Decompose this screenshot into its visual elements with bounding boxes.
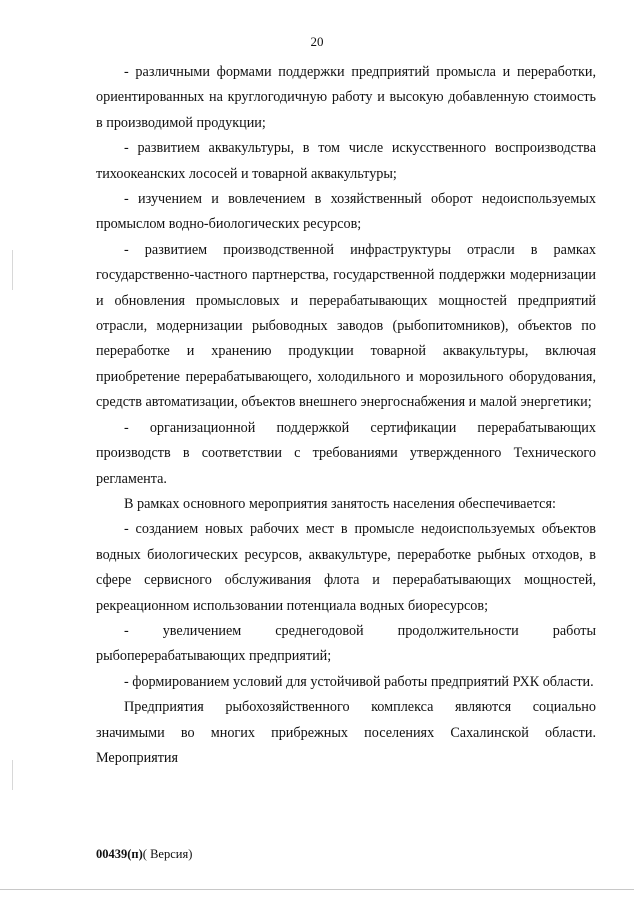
paragraph-employment-intro: В рамках основного мероприятия занятость населения обеспечивается: xyxy=(124,495,556,512)
paragraph-social-significance: Предприятия рыбохозяйственного комплекса являются социально значимыми во многих прибрежных поселениях Сахалинской области. Мероприятия xyxy=(96,699,596,766)
scan-edge-line xyxy=(0,889,634,890)
scan-margin-mark xyxy=(12,760,13,790)
paragraph-aquaculture: - развитием аквакультуры, в том числе искусственного воспроизводства тихоокеанских лососей и товарной аквакультуры; xyxy=(96,140,596,182)
page-number: 20 xyxy=(310,34,324,49)
paragraph-new-jobs: - созданием новых рабочих мест в промысле недоиспользуемых объектов водных биологических ресурсов, аквакультуре, переработке рыбных отходов, в сфере сервисного обслуживания флота и перерабатывающих мощностей, рекреационном использовании потенциала водных биоресурсов; xyxy=(96,521,596,614)
paragraph-certification: - организационной поддержкой сертификации перерабатывающих производств в соответствии с требованиями утвержденного Технического регламента. xyxy=(96,419,596,487)
scan-margin-mark xyxy=(12,250,13,290)
paragraph-support-forms: - различными формами поддержки предприятий промысла и переработки, ориентированных на круглогодичную работу и высокую добавленную стоимость в производимой продукции; xyxy=(96,64,596,131)
document-version: ( Версия) xyxy=(142,847,193,861)
paragraph-underused-resources: - изучением и вовлечением в хозяйственный оборот недоиспользуемых промыслом водно-биологических ресурсов; xyxy=(96,191,596,233)
document-footer xyxy=(96,847,192,862)
paragraph-work-duration: - увеличением среднегодовой продолжительности работы рыбоперерабатывающих предприятий; xyxy=(96,622,596,665)
paragraph-infrastructure: - развитием производственной инфраструктуры отрасли в рамках государственно-частного партнерства, государственной поддержки модернизации и обновления промысловых и перерабатывающих мощностей предприятий отрасли, модернизации рыбоводных заводов (рыбопитомников), объектов по переработке и хранению продукции товарной аквакультуры, включая приобретение перерабатывающего, холодильного и морозильного оборудования, средств автоматизации, объектов внешнего энергоснабжения и малой энергетики; xyxy=(96,241,596,411)
document-body xyxy=(96,60,596,771)
paragraph-stable-work: - формированием условий для устойчивой работы предприятий РХК области. xyxy=(124,673,594,690)
document-code: 00439(п) xyxy=(96,847,143,861)
